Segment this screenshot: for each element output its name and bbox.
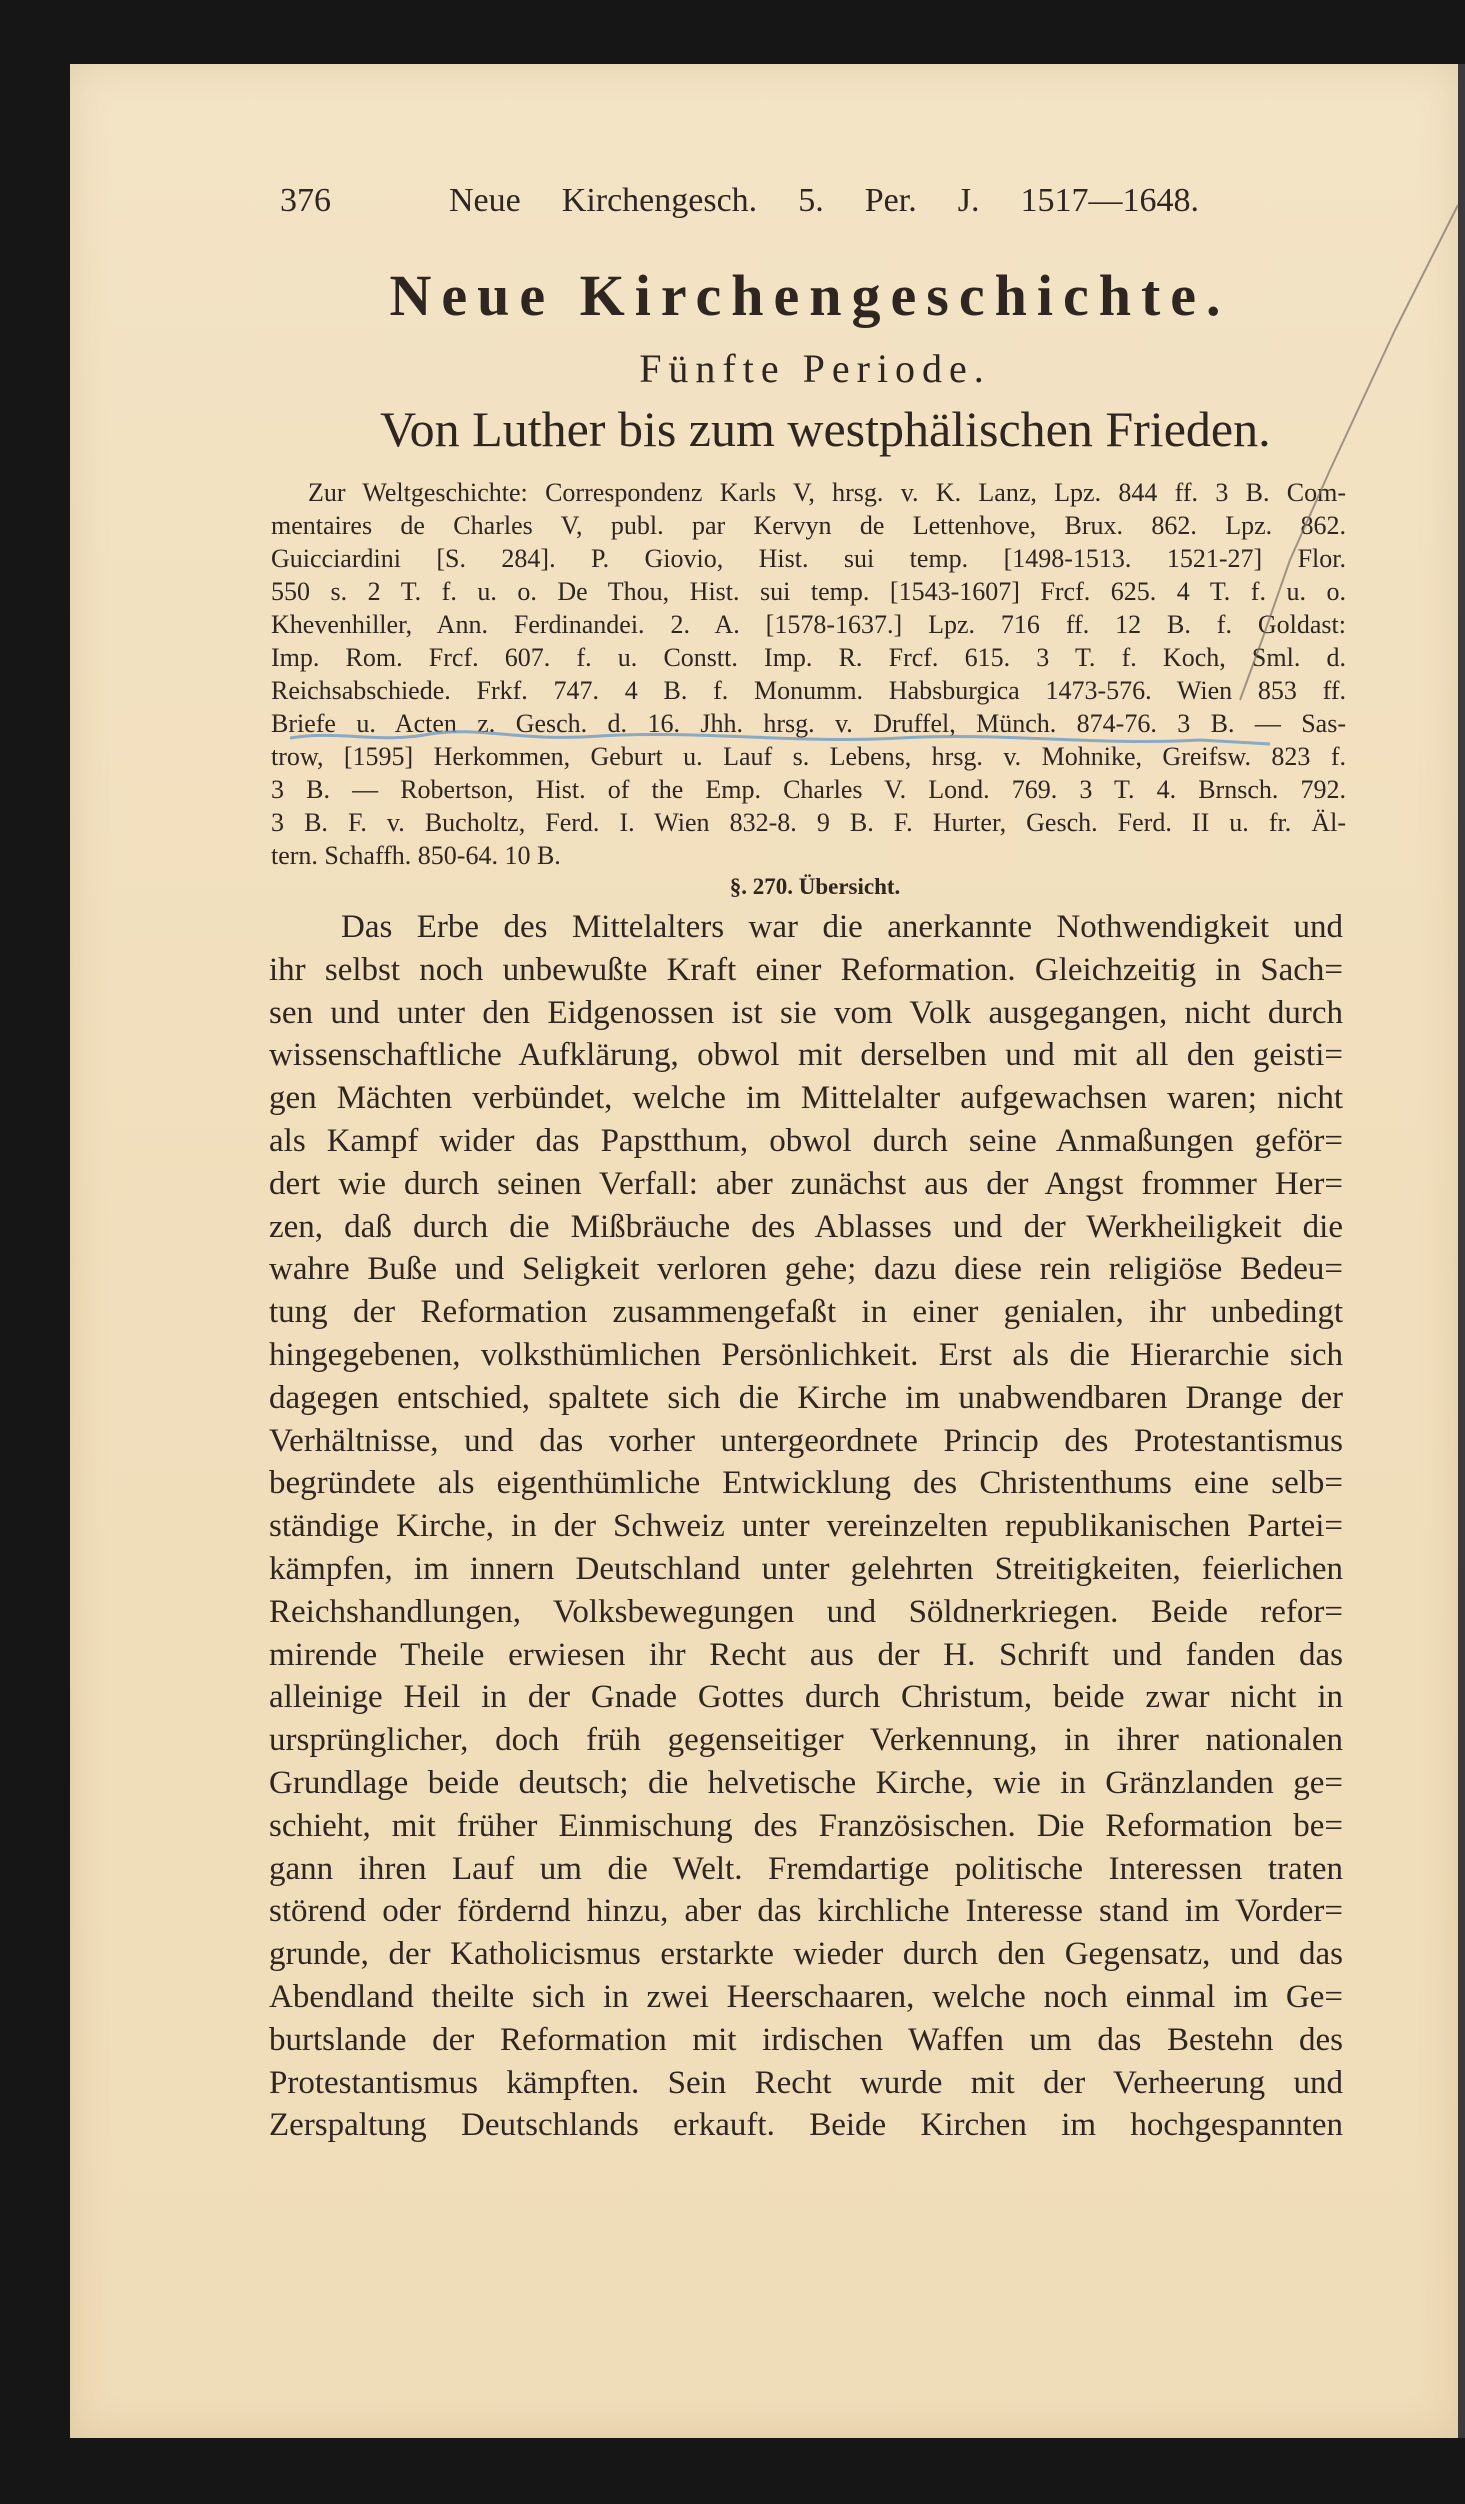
body-line: burtslande der Reformation mit irdischen Waffen um das Bestehn des bbox=[269, 2021, 1343, 2058]
bibliography-line: Zur Weltgeschichte: Correspondenz Karls V, hrsg. v. K. Lanz, Lpz. 844 ff. 3 B. Com- bbox=[308, 478, 1346, 507]
bibliography-line: Guicciardini [S. 284]. P. Giovio, Hist. sui temp. [1498-1513. 1521-27] Flor. bbox=[271, 544, 1346, 573]
bibliography-line: 3 B. F. v. Bucholtz, Ferd. I. Wien 832-8. 9 B. F. Hurter, Gesch. Ferd. II u. fr. Äl- bbox=[271, 808, 1346, 837]
bibliography-line: 3 B. — Robertson, Hist. of the Emp. Charles V. Lond. 769. 3 T. 4. Brnsch. 792. bbox=[271, 775, 1346, 804]
body-line: als Kampf wider das Papstthum, obwol durch seine Anmaßungen geför= bbox=[269, 1122, 1343, 1159]
body-line: begründete als eigenthümliche Entwicklung des Christenthums eine selb= bbox=[269, 1465, 1343, 1502]
body-line: schieht, mit früher Einmischung des Französischen. Die Reformation be= bbox=[269, 1807, 1343, 1844]
body-line: grunde, der Katholicismus erstarkte wieder durch den Gegensatz, und das bbox=[269, 1936, 1343, 1973]
body-line: Abendland theilte sich in zwei Heerschaaren, welche noch einmal im Ge= bbox=[269, 1978, 1343, 2015]
body-line: kämpfen, im innern Deutschland unter gelehrten Streitigkeiten, feierlichen bbox=[269, 1550, 1343, 1587]
body-line: wissenschaftliche Aufklärung, obwol mit derselben und mit all den geisti= bbox=[269, 1037, 1343, 1074]
period-label: Fünfte Periode. bbox=[639, 346, 991, 391]
body-line: Zerspaltung Deutschlands erkauft. Beide Kirchen im hochgespannten bbox=[269, 2107, 1343, 2144]
page-number: 376 bbox=[280, 182, 331, 219]
body-line: sen und unter den Eidgenossen ist sie vom Volk ausgegangen, nicht durch bbox=[269, 994, 1343, 1031]
body-line: hingegebenen, volksthümlichen Persönlichkeit. Erst als die Hierarchie sich bbox=[269, 1336, 1343, 1373]
body-line: tung der Reformation zusammengefaßt in einer genialen, ihr unbedingt bbox=[269, 1294, 1343, 1331]
body-line: gann ihren Lauf um die Welt. Fremdartige politische Interessen traten bbox=[269, 1850, 1343, 1887]
period-title: Von Luther bis zum westphälischen Frieden. bbox=[380, 401, 1271, 457]
bibliography-line: 550 s. 2 T. f. u. o. De Thou, Hist. sui temp. [1543-1607] Frcf. 625. 4 T. f. u. o. bbox=[271, 577, 1346, 606]
body-line: wahre Buße und Seligkeit verloren gehe; dazu diese rein religiöse Bedeu= bbox=[269, 1251, 1343, 1288]
section-heading: §. 270. Übersicht. bbox=[729, 874, 901, 899]
bibliography-line: trow, [1595] Herkommen, Geburt u. Lauf s. Lebens, hrsg. v. Mohnike, Greifsw. 823 f. bbox=[271, 742, 1346, 771]
bibliography-line: Briefe u. Acten z. Gesch. d. 16. Jhh. hrsg. v. Druffel, Münch. 874-76. 3 B. — Sas- bbox=[271, 709, 1346, 738]
bibliography-line: tern. Schaffh. 850-64. 10 B. bbox=[271, 841, 561, 870]
running-head: Neue Kirchengesch. 5. Per. J. 1517—1648. bbox=[449, 182, 1199, 219]
bibliography-line: Imp. Rom. Frcf. 607. f. u. Constt. Imp. R. Frcf. 615. 3 T. f. Koch, Sml. d. bbox=[271, 643, 1346, 672]
chapter-title: Neue Kirchengeschichte. bbox=[389, 263, 1231, 328]
body-line: Grundlage beide deutsch; die helvetische Kirche, wie in Gränzlanden ge= bbox=[269, 1764, 1343, 1801]
pencil-margin-line bbox=[1240, 205, 1458, 700]
body-line: Verhältnisse, und das vorher untergeordnete Princip des Protestantismus bbox=[269, 1422, 1343, 1459]
body-line: Das Erbe des Mittelalters war die anerkannte Nothwendigkeit und bbox=[341, 909, 1343, 945]
body-line: dert wie durch seinen Verfall: aber zunächst aus der Angst frommer Her= bbox=[269, 1165, 1343, 1202]
body-line: alleinige Heil in der Gnade Gottes durch Christum, beide zwar nicht in bbox=[269, 1679, 1343, 1716]
body-line: gen Mächten verbündet, welche im Mittelalter aufgewachsen waren; nicht bbox=[269, 1080, 1343, 1117]
pen-underline bbox=[290, 732, 1270, 744]
bibliography-line: Reichsabschiede. Frkf. 747. 4 B. f. Monumm. Habsburgica 1473-576. Wien 853 ff. bbox=[271, 676, 1346, 705]
body-line: ursprünglicher, doch früh gegenseitiger Verkennung, in ihrer nationalen bbox=[269, 1722, 1343, 1759]
body-line: mirende Theile erwiesen ihr Recht aus der H. Schrift und fanden das bbox=[269, 1636, 1343, 1673]
bibliography-line: Khevenhiller, Ann. Ferdinandei. 2. A. [1578-1637.] Lpz. 716 ff. 12 B. f. Goldast: bbox=[271, 610, 1346, 639]
body-line: dagegen entschied, spaltete sich die Kirche im unabwendbaren Drange der bbox=[269, 1379, 1343, 1416]
body-line: Protestantismus kämpften. Sein Recht wurde mit der Verheerung und bbox=[269, 2064, 1343, 2101]
body-line: ihr selbst noch unbewußte Kraft einer Reformation. Gleichzeitig in Sach= bbox=[269, 951, 1343, 988]
body-line: Reichshandlungen, Volksbewegungen und Söldnerkriegen. Beide refor= bbox=[269, 1593, 1343, 1630]
bibliography-line: mentaires de Charles V, publ. par Kervyn de Lettenhove, Brux. 862. Lpz. 862. bbox=[271, 511, 1346, 540]
body-line: zen, daß durch die Mißbräuche des Ablasses und der Werkheiligkeit die bbox=[269, 1208, 1343, 1245]
body-line: ständige Kirche, in der Schweiz unter vereinzelten republikanischen Partei= bbox=[269, 1508, 1343, 1545]
body-line: störend oder fördernd hinzu, aber das kirchliche Interesse stand im Vorder= bbox=[269, 1893, 1343, 1930]
